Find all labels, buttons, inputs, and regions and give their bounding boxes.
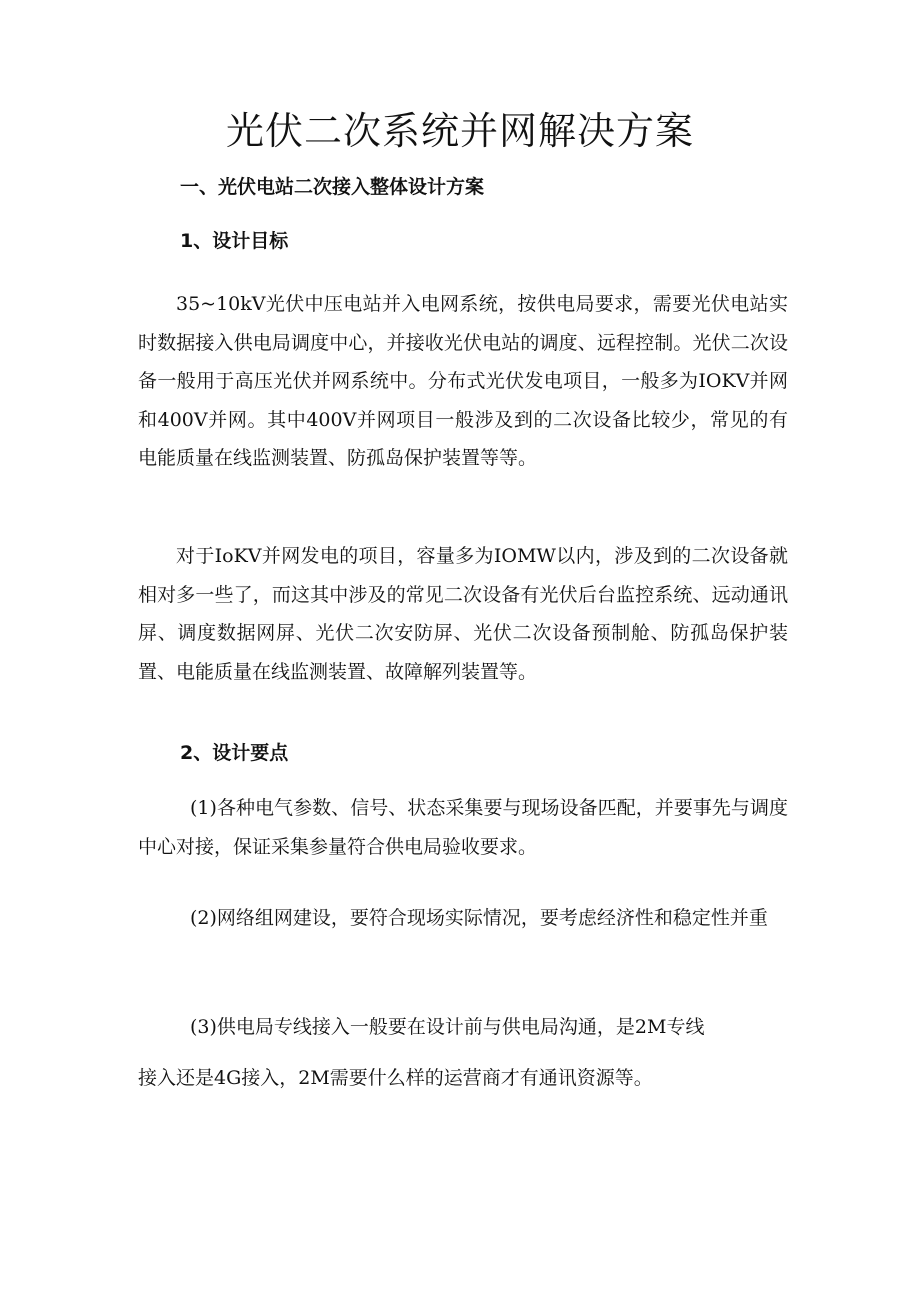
list-item-design-point-3-line-2: 接入还是4G接入，2M需要什么样的运营商才有通讯资源等。 [138,1067,653,1089]
subsection-heading-design-points: 2、设计要点 [180,742,289,764]
paragraph-design-goal-2: 对于IoKV并网发电的项目，容量多为IOMW以内，涉及到的二次设备就相对多一些了，而这其中涉及的常见二次设备有光伏后台监控系统、远动通讯屏、调度数据网屏、光伏二次安防屏、光伏二次设备预制舱、防孤岛保护装置、电能质量在线监测装置、故障解列装置等。 [138,545,788,683]
section-heading-1: 一、光伏电站二次接入整体设计方案 [180,176,485,198]
list-item-design-point-2: (2)网络组网建设，要符合现场实际情况，要考虑经济性和稳定性并重 [190,907,768,929]
list-item-design-point-3-line-1: (3)供电局专线接入一般要在设计前与供电局沟通，是2M专线 [190,1016,705,1038]
list-item-design-point-1: (1)各种电气参数、信号、状态采集要与现场设备匹配，并要事先与调度中心对接，保证采集参量符合供电局验收要求。 [138,797,788,858]
document-title: 光伏二次系统并网解决方案 [225,109,694,153]
subsection-heading-design-goal: 1、设计目标 [180,230,289,252]
paragraph-design-goal-1: 35~10kV光伏中压电站并入电网系统，按供电局要求，需要光伏电站实时数据接入供电局调度中心，并接收光伏电站的调度、远程控制。光伏二次设备一般用于高压光伏并网系统中。分布式光伏发电项目，一般多为IOKV并网和400V并网。其中400V并网项目一般涉及到的二次设备比较少，常见的有电能质量在线监测装置、防孤岛保护装置等等。 [138,293,788,469]
